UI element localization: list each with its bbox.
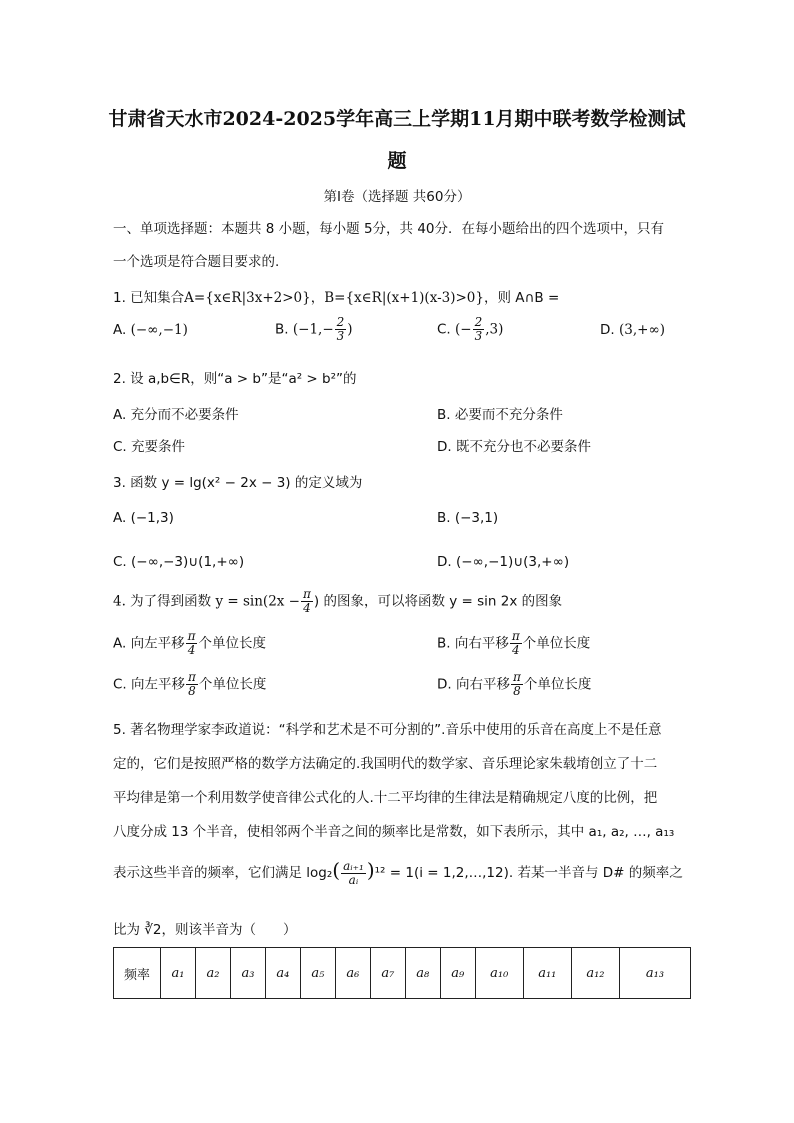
table-cell: a₂ xyxy=(195,948,230,999)
q4-option-b[interactable] xyxy=(437,630,590,657)
q1-option-d[interactable] xyxy=(600,322,665,338)
q5-line5: 表示这些半音的频率，它们满足 log₂( $\frac{\text{aᵢ₊₁}}{\text{aᵢ}}$ )¹² = 1(i = 1,2,…,12). 若某一半音与 D# 的频率之 xyxy=(113,858,683,887)
q4-option-c-post: 个单位长度 xyxy=(198,676,267,693)
table-cell: a₈ xyxy=(405,948,440,999)
q1-option-c-fraction: $\frac{2}{3}$ xyxy=(474,315,483,343)
q5-line6: 比为 ∛2，则该半音为（ ） xyxy=(113,922,297,938)
q4-option-b-fraction: $\frac{\pi}{4}$ xyxy=(511,629,520,657)
q4-option-d[interactable] xyxy=(437,671,591,698)
q4-option-d-post: 个单位长度 xyxy=(523,676,592,693)
q4-stem-fraction: $\frac{\pi}{4}$ xyxy=(303,587,311,615)
q1-option-d-label: D. xyxy=(600,322,615,338)
section-header: 第I卷（选择题 共60分） xyxy=(323,189,471,205)
q2-option-a[interactable]: A. 充分而不必要条件 xyxy=(113,407,239,423)
exam-title-line2: 题 xyxy=(387,150,407,172)
table-cell: a₁₂ xyxy=(571,948,619,999)
q5-line1: 5. 著名物理学家李政道说：“科学和艺术是不可分割的”.音乐中使用的乐音在高度上不是任意 xyxy=(113,722,662,738)
q3-option-a[interactable]: A. (−1,3) xyxy=(113,510,174,526)
table-cell: a₉ xyxy=(440,948,475,999)
q4-stem-post: ) 的图象，可以将函数 y = sin 2x 的图象 xyxy=(313,593,563,610)
q1-separator: ， xyxy=(310,290,325,306)
q1-option-b-post: ) xyxy=(347,321,353,338)
table-row xyxy=(114,948,691,999)
q2-option-b[interactable]: B. 必要而不充分条件 xyxy=(437,407,563,423)
table-header-cell: 频率 xyxy=(114,948,161,999)
instructions-line1: 一、单项选择题：本题共 8 小题，每小题 5分，共 40分．在每小题给出的四个选项中，只有 xyxy=(113,221,665,237)
q5-line5-pre: 表示这些半音的频率，它们满足 log₂ xyxy=(113,865,333,881)
table-cell: a₅ xyxy=(300,948,335,999)
q1-stem-suffix: ，则 A∩B = xyxy=(483,290,560,306)
q1-stem-prefix: 1. 已知集合 xyxy=(113,290,185,306)
q1-stem xyxy=(113,286,559,306)
q3-option-d[interactable]: D. (−∞,−1)∪(3,+∞) xyxy=(437,554,570,570)
q1-set-a: A={x∈R|3x+2>0} xyxy=(184,290,311,306)
q4-option-c[interactable] xyxy=(113,671,266,698)
q1-option-c[interactable] xyxy=(437,316,503,343)
q5-line5-post: ¹² = 1(i = 1,2,…,12). 若某一半音与 D# 的频率之 xyxy=(374,865,683,881)
table-cell: a₃ xyxy=(230,948,265,999)
q4-option-b-post: 个单位长度 xyxy=(522,635,591,652)
table-cell: a₁₀ xyxy=(475,948,523,999)
q1-option-b-fraction: $\frac{2}{3}$ xyxy=(336,315,345,343)
q1-option-c-pre: (− xyxy=(455,321,472,338)
q5-line5-fraction: $\frac{\text{aᵢ₊₁}}{\text{aᵢ}}$ xyxy=(343,858,364,887)
q1-option-c-post: ,3) xyxy=(485,321,504,338)
q1-option-b-pre: (−1,− xyxy=(292,321,334,338)
frequency-table xyxy=(113,947,691,999)
q2-option-c[interactable]: C. 充要条件 xyxy=(113,439,186,455)
q1-option-c-label: C. xyxy=(437,321,451,338)
q4-option-b-pre: B. 向右平移 xyxy=(437,635,509,652)
q4-option-a[interactable] xyxy=(113,630,266,657)
table-cell: a₄ xyxy=(265,948,300,999)
q4-option-d-fraction: $\frac{\pi}{8}$ xyxy=(512,670,521,698)
q1-option-d-text: (3,+∞) xyxy=(618,322,665,338)
q3-option-b[interactable]: B. (−3,1) xyxy=(437,510,499,526)
q3-option-c[interactable]: C. (−∞,−3)∪(1,+∞) xyxy=(113,554,245,570)
instructions-line2: 一个选项是符合题目要求的. xyxy=(113,254,280,270)
q4-option-a-post: 个单位长度 xyxy=(198,635,266,652)
table-cell: a₁₃ xyxy=(620,948,691,999)
q4-option-d-pre: D. 向右平移 xyxy=(437,676,510,693)
q1-option-a-label: A. xyxy=(113,322,127,338)
q4-option-a-fraction: $\frac{\pi}{4}$ xyxy=(187,629,196,657)
q4-option-c-fraction: $\frac{\pi}{8}$ xyxy=(188,670,196,698)
q4-stem-pre: 4. 为了得到函数 y = sin(2x − xyxy=(113,593,300,610)
table-cell: a₁ xyxy=(161,948,196,999)
q1-option-a-text: (−∞,−1) xyxy=(130,322,188,338)
table-cell: a₁₁ xyxy=(523,948,571,999)
q5-line3: 平均律是第一个利用数学使音律公式化的人.十二平均律的生律法是精确规定八度的比例，把 xyxy=(113,790,658,806)
q4-option-c-pre: C. 向左平移 xyxy=(113,676,186,693)
q4-option-a-pre: A. 向左平移 xyxy=(113,635,185,652)
table-cell: a₇ xyxy=(370,948,405,999)
q5-line2: 定的，它们是按照严格的数学方法确定的.我国明代的数学家、音乐理论家朱载堉创立了十二 xyxy=(113,756,658,772)
q4-stem xyxy=(113,588,562,615)
q5-line4: 八度分成 13 个半音，使相邻两个半音之间的频率比是常数，如下表所示，其中 a₁, a₂, …, a₁₃ xyxy=(113,824,675,840)
exam-title-line1: 甘肃省天水市2024-2025学年高三上学期11月期中联考数学检测试 xyxy=(108,108,686,130)
q1-set-b: B={x∈R|(x+1)(x-3)>0} xyxy=(324,290,484,306)
q3-stem: 3. 函数 y = lg(x² − 2x − 3) 的定义域为 xyxy=(113,475,363,491)
q1-option-b[interactable] xyxy=(275,316,353,343)
q1-option-a[interactable] xyxy=(113,322,188,338)
table-cell: a₆ xyxy=(335,948,370,999)
q2-stem: 2. 设 a,b∈R，则“a > b”是“a² > b²”的 xyxy=(113,371,357,387)
q2-option-d[interactable]: D. 既不充分也不必要条件 xyxy=(437,439,591,455)
q1-option-b-label: B. xyxy=(275,321,289,338)
